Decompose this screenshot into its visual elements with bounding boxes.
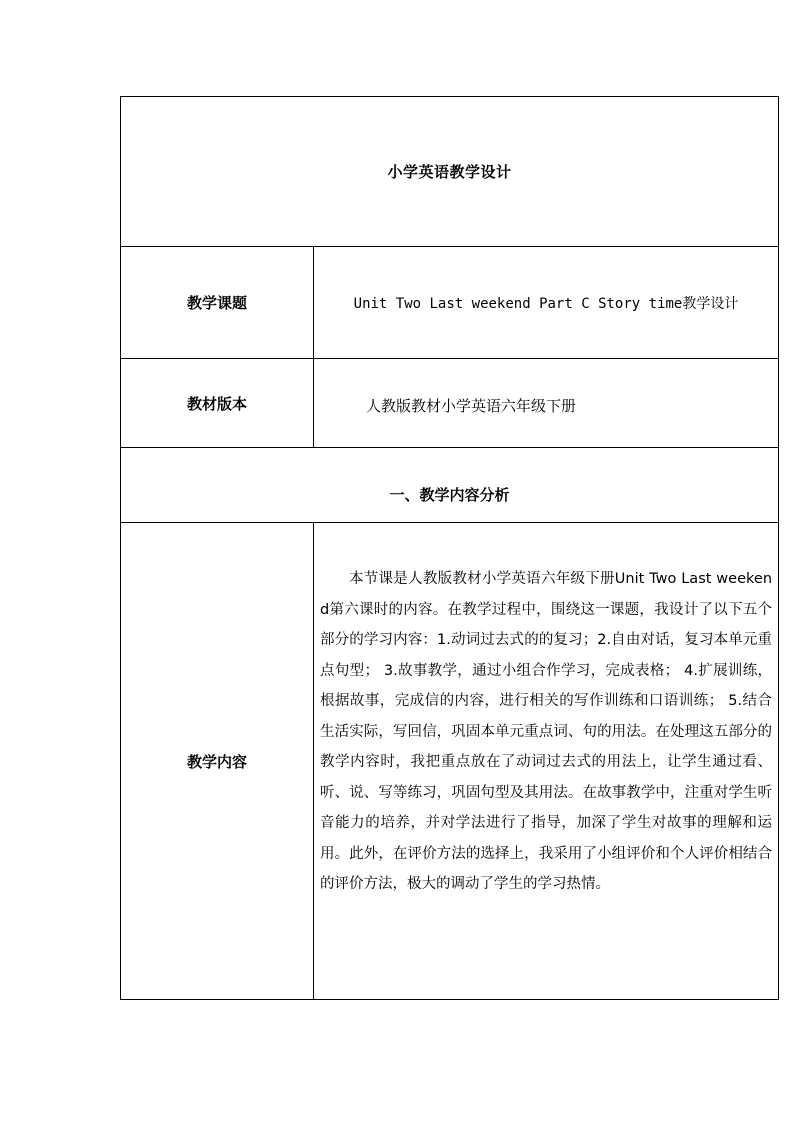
edition-label: 教材版本 bbox=[121, 359, 314, 448]
content-label: 教学内容 bbox=[121, 523, 314, 1000]
edition-row bbox=[121, 359, 779, 448]
topic-label: 教学课题 bbox=[121, 247, 314, 359]
title-row bbox=[121, 97, 779, 247]
edition-value: 人教版教材小学英语六年级下册 bbox=[314, 359, 779, 448]
section-heading: 一、教学内容分析 bbox=[121, 448, 779, 523]
lesson-design-table bbox=[120, 96, 779, 1000]
content-cell bbox=[314, 523, 779, 1000]
document-title: 小学英语教学设计 bbox=[121, 97, 779, 247]
topic-row bbox=[121, 247, 779, 359]
content-paragraph: 本节课是人教版教材小学英语六年级下册Unit Two Last weekend第六课时的内容。在教学过程中，围绕这一课题，我设计了以下五个部分的学习内容：1.动词过去式的的复习；2.自由对话，复习本单元重点句型； 3.故事教学，通过小组合作学习，完成表格； 4.扩展训练，根据故事，完成信的内容，进行相关的写作训练和口语训练； 5.结合生活实际，写回信，巩固本单元重点词、句的用法。在处理这五部分的教学内容时，我把重点放在了动词过去式的用法上，让学生通过看、听、说、写等练习，巩固句型及其用法。在故事教学中，注重对学生听音能力的培养，并对学法进行了指导，加深了学生对故事的理解和运用。此外，在评价方法的选择上，我采用了小组评价和个人评价相结合的评价方法，极大的调动了学生的学习热情。 bbox=[320, 571, 773, 892]
section-row bbox=[121, 448, 779, 523]
content-row bbox=[121, 523, 779, 1000]
topic-value: Unit Two Last weekend Part C Story time教学设计 bbox=[314, 247, 779, 359]
